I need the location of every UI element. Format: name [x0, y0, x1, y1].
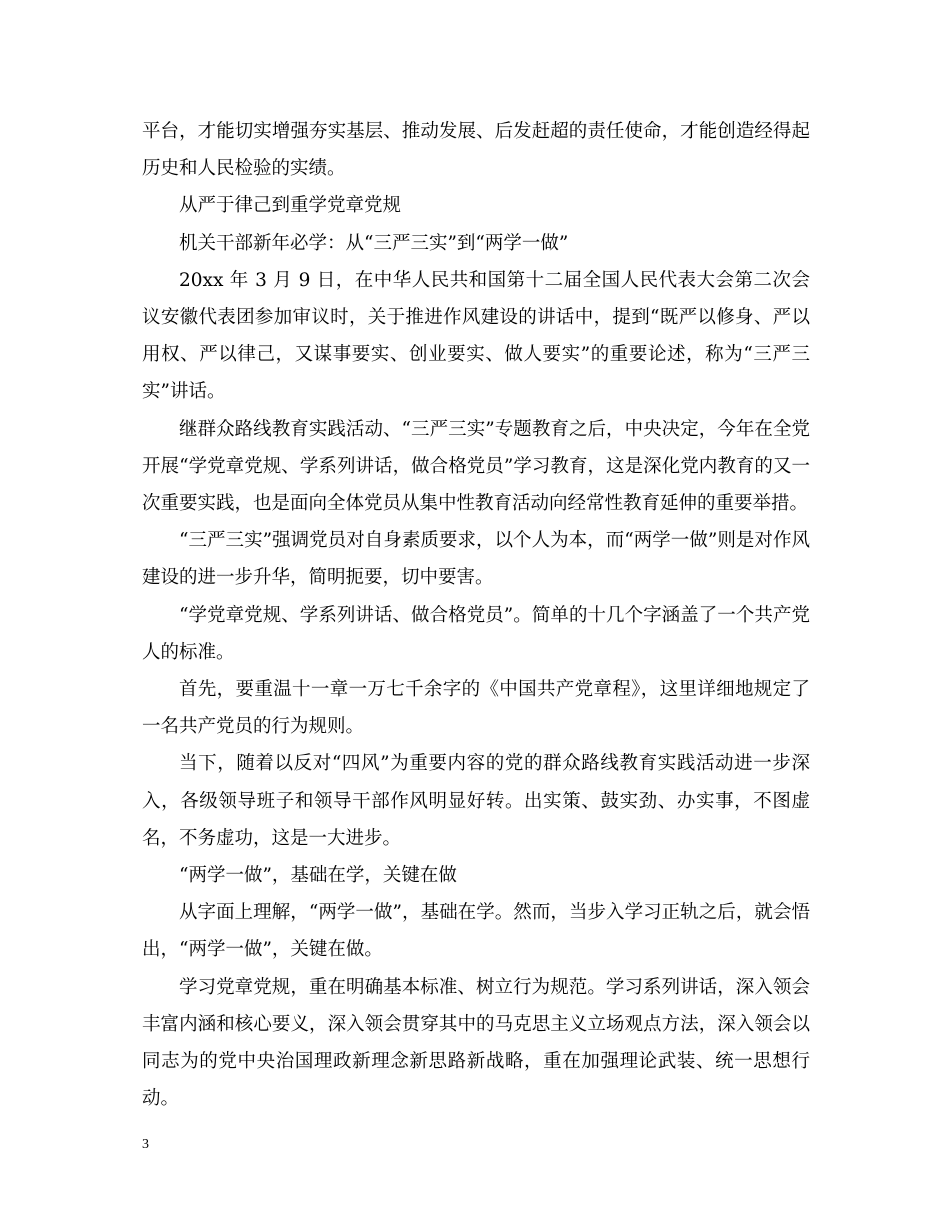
paragraph-heading: “两学一做”，基础在学，关键在做	[179, 865, 457, 887]
paragraph: 首先，要重温十一章一万七千余字的《中国共产党章程》，这里详细地规定了一名共产党员的行为规则。	[142, 679, 810, 738]
paragraph-heading: 机关干部新年必学：从“三严三实”到“两学一做”	[179, 232, 569, 254]
paragraph-heading: 从严于律己到重学党章党规	[179, 195, 402, 217]
paragraph: 当下，随着以反对“四风”为重要内容的党的群众路线教育实践活动进一步深入，各级领导班子和领导干部作风明显好转。出实策、鼓实劲、办实事，不图虚名，不务虚功，这是一大进步。	[142, 753, 810, 849]
paragraph: “三严三实”强调党员对自身素质要求，以个人为本，而“两学一做”则是对作风建设的进一步升华，简明扼要，切中要害。	[142, 530, 810, 589]
paragraph-continued: 平台，才能切实增强夯实基层、推动发展、后发赶超的责任使命，才能创造经得起历史和人民检验的实绩。	[142, 121, 810, 180]
paragraph: “学党章党规、学系列讲话、做合格党员”。简单的十几个字涵盖了一个共产党人的标准。	[142, 604, 810, 663]
page-number: 3	[142, 1137, 149, 1152]
paragraph: 20xx 年 3 月 9 日，在中华人民共和国第十二届全国人民代表大会第二次会议安徽代表团参加审议时，关于推进作风建设的讲话中，提到“既严以修身、严以用权、严以律己，又谋事要实、创业要实、做人要实”的重要论述，称为“三严三实”讲话。	[142, 269, 810, 403]
paragraph: 从字面上理解，“两学一做”，基础在学。然而，当步入学习正轨之后，就会悟出，“两学一做”，关键在做。	[142, 902, 810, 961]
document-body	[142, 113, 810, 1117]
paragraph: 继群众路线教育实践活动、“三严三实”专题教育之后，中央决定，今年在全党开展“学党章党规、学系列讲话，做合格党员”学习教育，这是深化党内教育的又一次重要实践，也是面向全体党员从集中性教育活动向经常性教育延伸的重要举措。	[142, 418, 810, 515]
paragraph: 学习党章党规，重在明确基本标准、树立行为规范。学习系列讲话，深入领会丰富内涵和核心要义，深入领会贯穿其中的马克思主义立场观点方法，深入领会以同志为的党中央治国理政新理念新思路新战略，重在加强理论武装、统一思想行动。	[142, 976, 810, 1110]
